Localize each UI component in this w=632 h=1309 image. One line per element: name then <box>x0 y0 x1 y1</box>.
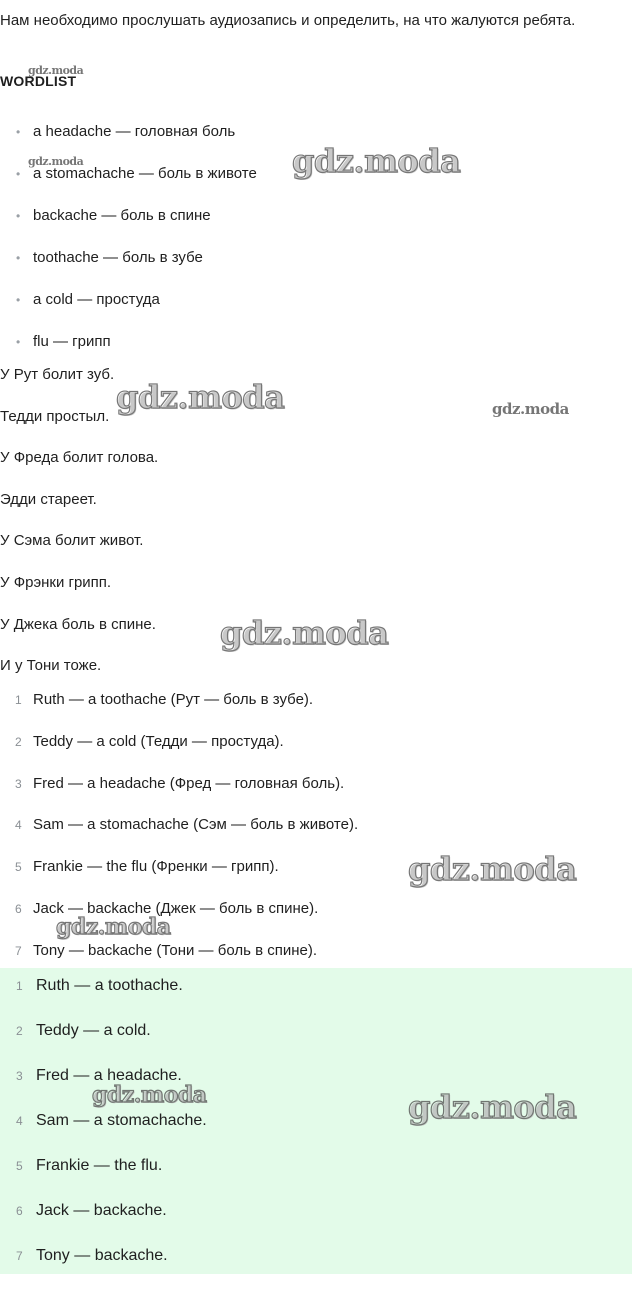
item-text: Frankie — the flu. <box>36 1157 163 1174</box>
item-text: Fred — a headache. <box>36 1067 182 1084</box>
list-item <box>0 970 632 1015</box>
item-text: Fred — a headache (Фред — головная боль). <box>33 774 345 792</box>
item-number: 1 <box>15 693 22 707</box>
item-text: Sam — a stomachache. <box>36 1112 207 1129</box>
list-item: • backache — боль в спине <box>0 200 257 242</box>
list-item <box>0 726 358 768</box>
item-text: Sam — a stomachache (Сэм — боль в животе). <box>33 816 359 834</box>
item-number: 4 <box>16 1114 23 1128</box>
list-item <box>0 1240 632 1285</box>
list-item: • a cold — простуда <box>0 284 257 326</box>
short-answers-list <box>0 968 632 1285</box>
item-number: 5 <box>15 860 22 875</box>
watermark: gdz.moda <box>92 1082 207 1108</box>
sentence: У Сэма болит живот. <box>0 532 144 550</box>
list-item: • a stomachache — боль в животе <box>0 158 257 200</box>
item-number: 7 <box>15 943 22 958</box>
item-number: 3 <box>16 1069 23 1083</box>
list-item <box>0 684 358 726</box>
sentence: Эдди стареет. <box>0 490 97 508</box>
sentence: У Рут болит зуб. <box>0 366 115 383</box>
list-item <box>0 1015 632 1060</box>
list-item: • flu — грипп <box>0 326 257 368</box>
sentence: И у Тони тоже. <box>0 657 102 675</box>
watermark: gdz.moda <box>116 378 285 416</box>
wordlist-heading: WORDLIST <box>0 73 77 89</box>
watermark: gdz.moda <box>292 142 461 180</box>
item-text: Jack — backache (Джек — боль в спине). <box>33 899 319 917</box>
list-item: • toothache — боль в зубе <box>0 242 257 284</box>
item-number: 2 <box>16 1024 23 1038</box>
watermark: gdz.moda <box>220 614 389 652</box>
item-text: Frankie — the flu (Френки — грипп). <box>33 858 279 876</box>
watermark: gdz.moda <box>408 850 577 888</box>
item-text: Tony — backache. <box>36 1247 168 1264</box>
item-number: 7 <box>16 1249 23 1263</box>
sentence: Тедди простыл. <box>0 407 110 425</box>
wordlist <box>0 116 257 368</box>
item-number: 2 <box>15 734 22 749</box>
sentence: У Джека боль в спине. <box>0 615 156 633</box>
watermark: gdz.moda <box>492 400 569 418</box>
list-item <box>0 1195 632 1240</box>
item-text: Ruth — a toothache. <box>36 977 183 994</box>
item-number: 6 <box>15 901 22 916</box>
list-item <box>0 768 358 810</box>
item-text: Ruth — a toothache (Рут — боль в зубе). <box>33 691 314 708</box>
list-item <box>0 1150 632 1195</box>
item-number: 3 <box>15 776 22 791</box>
item-text: Teddy — a cold. <box>36 1022 151 1039</box>
list-item <box>0 893 358 935</box>
item-number: 4 <box>15 818 22 833</box>
item-number: 6 <box>16 1204 23 1218</box>
item-text: Tony — backache (Тони — боль в спине). <box>33 941 317 959</box>
watermark: gdz.moda <box>408 1088 577 1126</box>
item-number: 5 <box>16 1159 23 1173</box>
list-item <box>0 809 358 851</box>
answers-list <box>0 684 358 977</box>
item-text: Teddy — a cold (Тедди — простуда). <box>33 732 284 750</box>
list-item <box>0 851 358 893</box>
watermark: gdz.moda <box>28 64 84 77</box>
sentence: У Фрэнки грипп. <box>0 573 112 591</box>
sentence: У Фреда болит голова. <box>0 449 159 467</box>
task-description: Нам необходимо прослушать аудиозапись и определить, на что жалуются ребята. <box>0 12 576 29</box>
list-item: • a headache — головная боль <box>0 116 257 158</box>
watermark: gdz.moda <box>56 914 171 940</box>
item-number: 1 <box>16 979 23 993</box>
item-text: Jack — backache. <box>36 1202 167 1219</box>
watermark: gdz.moda <box>28 155 84 168</box>
